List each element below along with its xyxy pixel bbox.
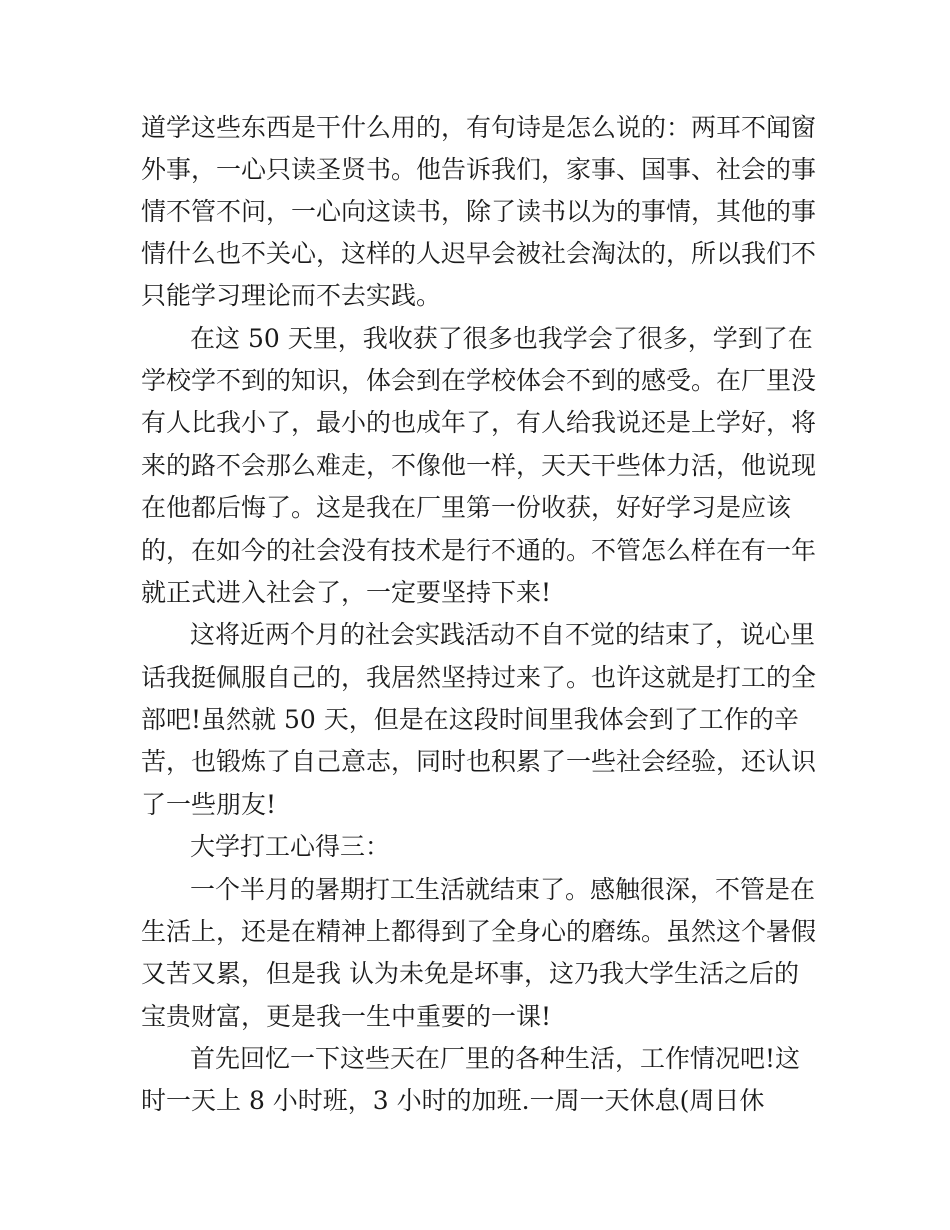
text-line: 了一些朋友! — [141, 790, 277, 819]
text-line: 生活上，还是在精神上都得到了全身心的磨练。虽然这个暑假 — [141, 917, 817, 946]
text-line: 情不管不问，一心向这读书，除了读书以为的事情，其他的事 — [141, 197, 817, 226]
text-line: 只能学习理论而不去实践。 — [141, 281, 442, 310]
text-line: 有人比我小了，最小的也成年了，有人给我说还是上学好，将 — [141, 408, 817, 437]
text-line: 部吧!虽然就 50 天，但是在这段时间里我体会到了工作的辛 — [141, 705, 799, 734]
section-heading: 大学打工心得三： — [190, 832, 391, 861]
text-line: 来的路不会那么难走，不像他一样，天天干些体力活，他说现 — [141, 451, 817, 480]
text-line: 这将近两个月的社会实践活动不自不觉的结束了，说心里 — [190, 620, 816, 649]
text-line: 在他都后悔了。这是我在厂里第一份收获，好好学习是应该 — [141, 493, 792, 522]
text-line: 就正式进入社会了，一定要坚持下来! — [141, 578, 552, 607]
text-line: 话我挺佩服自己的，我居然坚持过来了。也许这就是打工的全 — [141, 663, 817, 692]
text-line: 又苦又累，但是我 认为未免是坏事，这乃我大学生活之后的 — [141, 959, 799, 988]
text-line: 首先回忆一下这些天在厂里的各种生活，工作情况吧!这 — [190, 1044, 801, 1073]
text-line: 学校学不到的知识，体会到在学校体会不到的感受。在厂里没 — [141, 366, 817, 395]
text-line: 时一天上 8 小时班，3 小时的加班.一周一天休息(周日休 — [141, 1086, 765, 1115]
text-line: 一个半月的暑期打工生活就结束了。感触很深，不管是在 — [190, 875, 816, 904]
text-line: 情什么也不关心，这样的人迟早会被社会淘汰的，所以我们不 — [141, 239, 817, 268]
text-line: 道学这些东西是干什么用的，有句诗是怎么说的：两耳不闻窗 — [141, 113, 817, 142]
text-line: 在这 50 天里，我收获了很多也我学会了很多，学到了在 — [190, 324, 813, 353]
text-line: 的，在如今的社会没有技术是行不通的。不管怎么样在有一年 — [141, 536, 817, 565]
text-line: 外事，一心只读圣贤书。他告诉我们，家事、国事、社会的事 — [141, 155, 817, 184]
text-line: 苦，也锻炼了自己意志，同时也积累了一些社会经验，还认识 — [141, 747, 817, 776]
text-line: 宝贵财富，更是我一生中重要的一课! — [141, 1002, 552, 1031]
